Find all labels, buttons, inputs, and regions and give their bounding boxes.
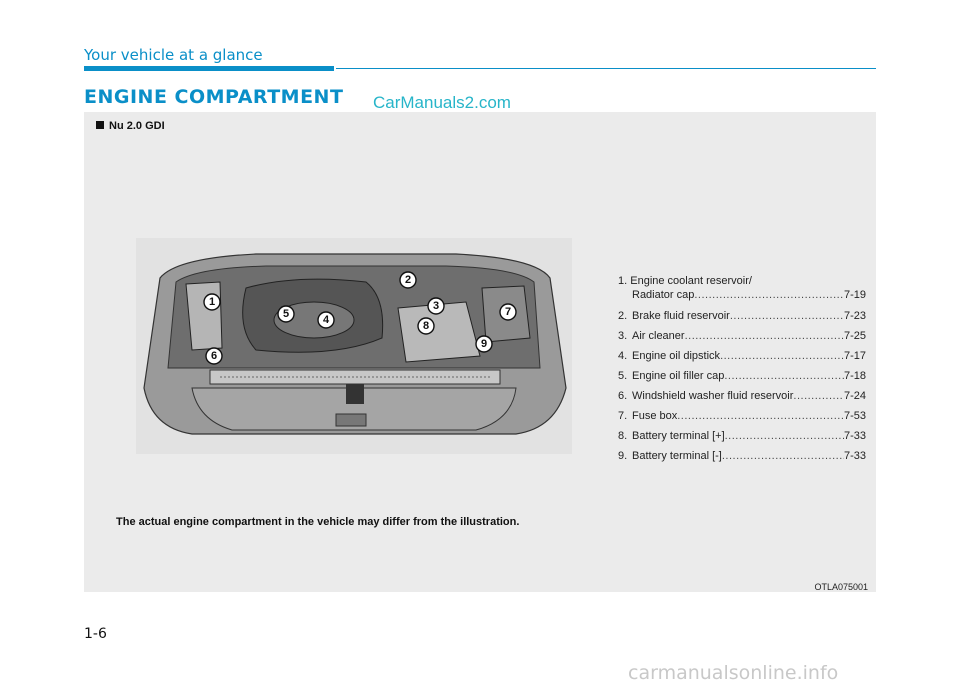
callout-5 (278, 306, 294, 322)
engine-variant-label (96, 120, 165, 132)
svg-text:4: 4 (322, 314, 330, 326)
callout-2 (400, 272, 416, 288)
square-bullet-icon (96, 121, 104, 129)
page-title: ENGINE COMPARTMENT (84, 86, 344, 108)
legend-item-4: 4. Engine oil dipstick ..... 7-17 (618, 346, 866, 366)
engine-compartment-illustration (136, 238, 572, 454)
legend-item-7: 7. Fuse box ..... 7-53 (618, 406, 866, 426)
svg-text:3: 3 (432, 300, 440, 312)
legend-item-1: 1. Engine coolant reservoir/ Radiator cap ..... 7-19 (618, 272, 866, 306)
header-rule-thin (336, 68, 876, 69)
svg-text:6: 6 (210, 350, 218, 362)
footer-watermark[interactable]: carmanualsonline.info (628, 662, 839, 684)
callout-4 (318, 312, 334, 328)
callout-3 (428, 298, 444, 314)
legend-item-9: 9. Battery terminal [-] ..... 7-33 (618, 446, 866, 466)
figure-panel (84, 112, 876, 592)
svg-text:9: 9 (480, 338, 488, 350)
legend-item-2: 2. Brake fluid reservoir ..... 7-23 (618, 306, 866, 326)
svg-text:8: 8 (422, 320, 430, 332)
page-number: 1-6 (84, 626, 107, 642)
callout-1 (204, 294, 220, 310)
svg-text:2: 2 (404, 274, 412, 286)
section-header: Your vehicle at a glance (84, 46, 263, 64)
legend-item-8: 8. Battery terminal [+] ..... 7-33 (618, 426, 866, 446)
legend-item-5: 5. Engine oil filler cap ..... 7-18 (618, 366, 866, 386)
component-legend (618, 272, 866, 466)
illustration-disclaimer: The actual engine compartment in the vehicle may differ from the illustration. (116, 516, 520, 528)
variant-text: Nu 2.0 GDI (109, 120, 165, 132)
svg-text:1: 1 (208, 296, 216, 308)
watermark-link[interactable]: CarManuals2.com (373, 93, 511, 112)
svg-text:5: 5 (282, 308, 290, 320)
figure-code: OTLA075001 (814, 582, 868, 592)
legend-item-6: 6. Windshield washer fluid reservoir ..... 7-24 (618, 386, 866, 406)
callout-6 (206, 348, 222, 364)
svg-text:7: 7 (504, 306, 512, 318)
callout-8 (418, 318, 434, 334)
callout-7 (500, 304, 516, 320)
callout-9 (476, 336, 492, 352)
legend-item-3: 3. Air cleaner ..... 7-25 (618, 326, 866, 346)
header-rule-thick (84, 66, 334, 71)
